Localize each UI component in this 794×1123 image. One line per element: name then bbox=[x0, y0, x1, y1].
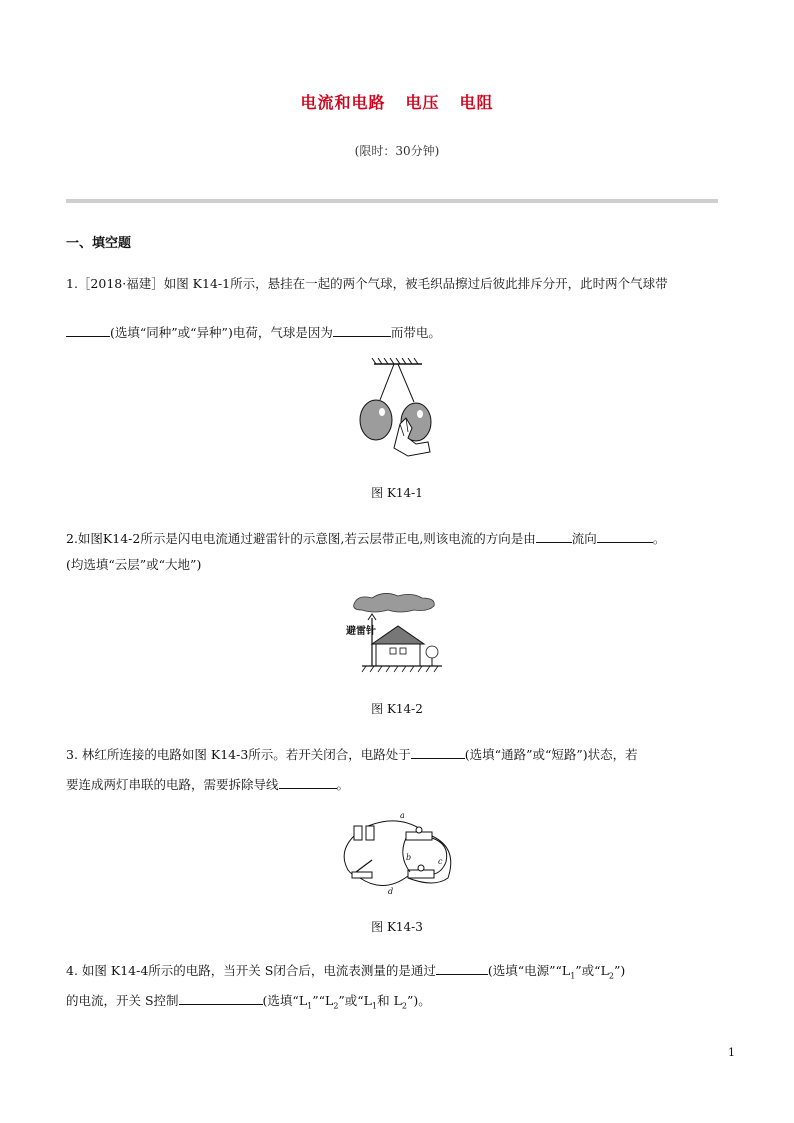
answer-blank[interactable] bbox=[179, 990, 263, 1005]
subscript: 2 bbox=[333, 1001, 339, 1011]
answer-blank[interactable] bbox=[597, 528, 653, 543]
question-text: 而带电。 bbox=[390, 325, 441, 340]
subscript: 1 bbox=[372, 1001, 378, 1011]
wire-label: d bbox=[388, 887, 394, 896]
section-heading: 一、填空题 bbox=[66, 236, 132, 251]
question-text: 。 bbox=[336, 777, 350, 792]
question-text: 3. 林红所连接的电路如图 K14-3所示。若开关闭合，电路处于 bbox=[66, 747, 411, 762]
answer-blank[interactable] bbox=[436, 960, 488, 975]
answer-blank[interactable] bbox=[411, 744, 465, 759]
subscript: 2 bbox=[608, 971, 614, 981]
question-text: ”“L bbox=[312, 993, 334, 1008]
answer-blank[interactable] bbox=[279, 774, 337, 789]
figure-caption: 图 K14-2 bbox=[371, 702, 423, 716]
header-divider bbox=[66, 199, 718, 203]
wire-label: c bbox=[438, 857, 443, 866]
answer-blank[interactable] bbox=[333, 322, 391, 337]
question-text: 。 bbox=[652, 531, 666, 546]
page-number: 1 bbox=[728, 1046, 735, 1059]
question-1-line-2 bbox=[66, 322, 728, 343]
question-text: ”或“L bbox=[575, 963, 609, 978]
title-part-2: 电压 bbox=[405, 93, 440, 112]
question-1-line-1: 1.［2018·福建］如图 K14-1所示，悬挂在一起的两个气球，被毛织品擦过后彼此排斥分开，此时两个气球带 bbox=[66, 276, 668, 291]
question-3-line-2 bbox=[66, 774, 728, 795]
question-2-line-2: (均选填“云层”或“大地”) bbox=[66, 557, 202, 572]
lightning-rod-figure bbox=[344, 590, 444, 680]
subscript: 1 bbox=[570, 971, 576, 981]
title-part-1: 电流和电路 bbox=[300, 93, 386, 112]
subscript: 1 bbox=[307, 1001, 313, 1011]
answer-blank[interactable] bbox=[536, 528, 572, 543]
question-text: 要连成两灯串联的电路，需要拆除导线 bbox=[66, 777, 279, 792]
question-text: ”) bbox=[613, 963, 626, 978]
question-3-line-1 bbox=[66, 744, 728, 765]
question-4-line-1 bbox=[66, 960, 728, 987]
page-title bbox=[0, 90, 794, 113]
title-part-3: 电阻 bbox=[459, 93, 494, 112]
question-text: 4. 如图 K14-4所示的电路，当开关 S闭合后，电流表测量的是通过 bbox=[66, 963, 436, 978]
question-text: 和 L bbox=[377, 993, 402, 1008]
time-limit: (限时：30分钟) bbox=[354, 144, 440, 158]
question-text: (选填“电源”“L bbox=[487, 963, 571, 978]
figure-caption: 图 K14-1 bbox=[371, 486, 423, 500]
subscript: 2 bbox=[401, 1001, 407, 1011]
question-text: (选填“通路”或“短路”)状态，若 bbox=[464, 747, 638, 762]
circuit-figure bbox=[338, 808, 460, 900]
question-text: 2.如图K14-2所示是闪电电流通过避雷针的示意图,若云层带正电,则该电流的方向是由 bbox=[66, 531, 536, 546]
question-2-line-1 bbox=[66, 528, 728, 549]
question-text: 流向 bbox=[571, 531, 597, 546]
question-text: 的电流，开关 S控制 bbox=[66, 993, 179, 1008]
question-text: (选填“同种”或“异种”)电荷，气球是因为 bbox=[110, 325, 333, 340]
question-text: ”)。 bbox=[406, 993, 431, 1008]
wire-label: b bbox=[406, 853, 412, 862]
figure-label: 避雷针 bbox=[346, 626, 376, 637]
figure-caption: 图 K14-3 bbox=[371, 920, 423, 934]
balloons-figure bbox=[350, 358, 450, 464]
question-4-line-2 bbox=[66, 990, 728, 1017]
answer-blank[interactable] bbox=[66, 322, 110, 337]
question-text: (选填“L bbox=[262, 993, 308, 1008]
wire-label: a bbox=[400, 811, 405, 820]
question-text: ”或“L bbox=[338, 993, 372, 1008]
